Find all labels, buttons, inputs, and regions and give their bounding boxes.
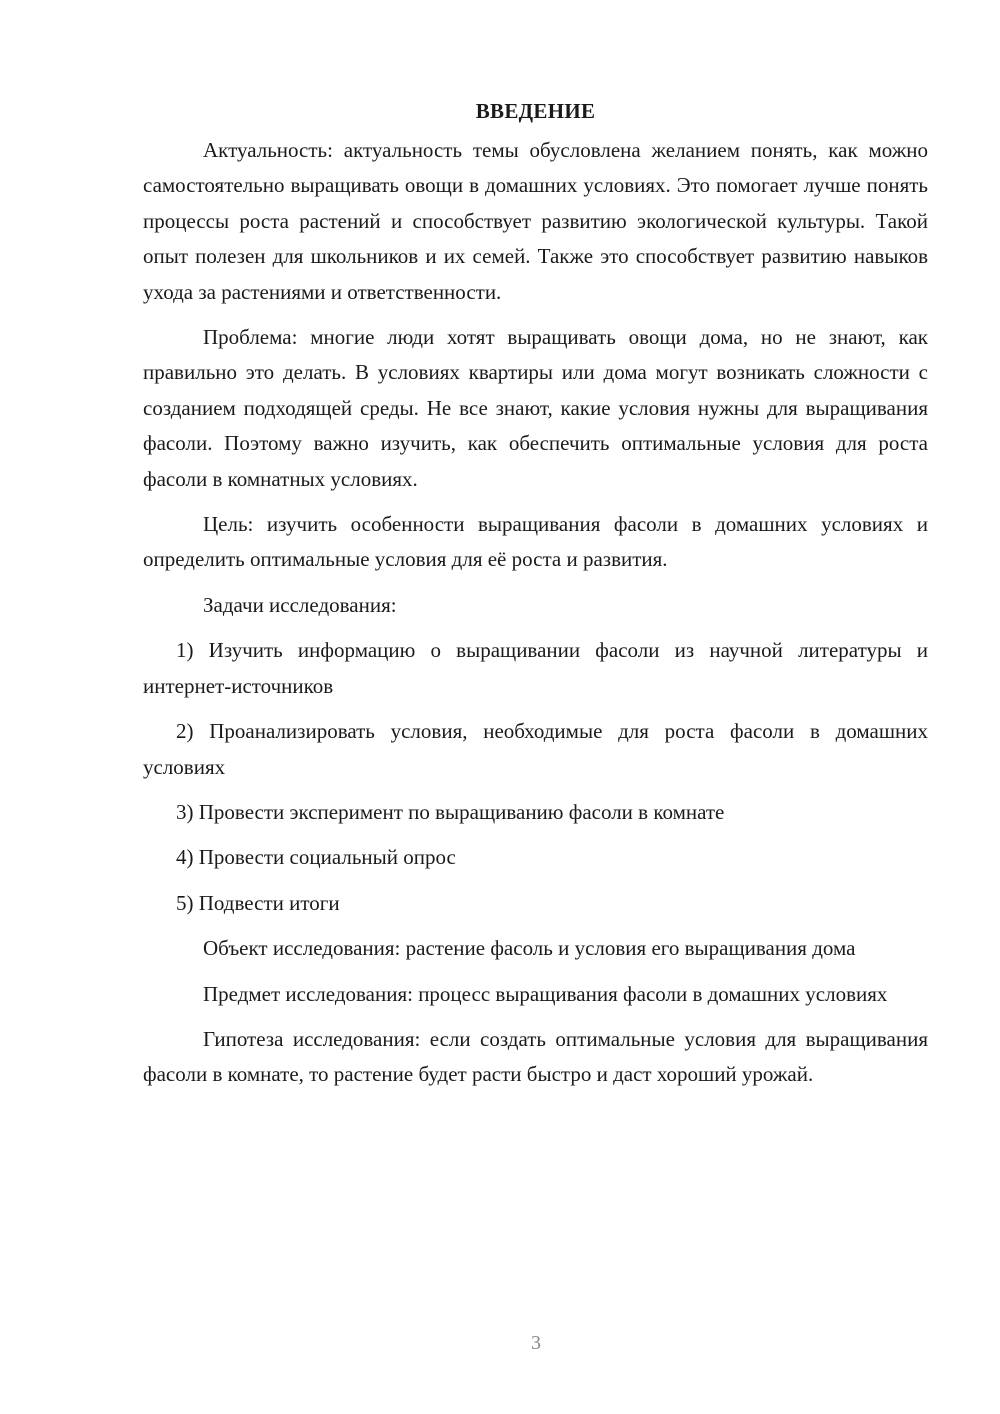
paragraph-tasks-heading: Задачи исследования: [203,592,397,617]
paragraph-problem: Проблема: многие люди хотят выращивать овощи дома, но не знают, как правильно это делать. В условиях квартиры или дома могут возникать сложности с созданием подходящей среды. Не все знают, какие условия нужны для выращивания фасоли. Поэтому важно изучить, как обеспечить оптимальные условия для роста фасоли в комнатных условиях. [143,325,928,491]
page-number: 3 [531,1332,541,1354]
paragraph-subject: Предмет исследования: процесс выращивания фасоли в домашних условиях [203,981,888,1006]
paragraph-object: Объект исследования: растение фасоль и условия его выращивания дома [203,936,856,961]
paragraph-relevance: Актуальность: актуальность темы обусловлена желанием понять, как можно самостоятельно выращивать овощи в домашних условиях. Это помогает лучше понять процессы роста растений и способствует развитию экологической культуры. Такой опыт полезен для школьников и их семей. Также это способствует развитию навыков ухода за растениями и ответственности. [143,138,928,304]
paragraph-hypothesis: Гипотеза исследования: если создать оптимальные условия для выращивания фасоли в комнате, то растение будет расти быстро и даст хороший урожай. [143,1026,928,1087]
task-item-2: 2) Проанализировать условия, необходимые для роста фасоли в домашних условиях [143,719,928,779]
document-page [143,96,928,1103]
task-item-3: 3) Провести эксперимент по выращиванию фасоли в комнате [176,799,725,824]
task-item-4: 4) Провести социальный опрос [176,845,456,870]
task-item-1: 1) Изучить информацию о выращивании фасоли из научной литературы и интернет-источников [143,638,928,698]
task-item-5: 5) Подвести итоги [176,890,340,915]
paragraph-goal: Цель: изучить особенности выращивания фасоли в домашних условиях и определить оптимальные условия для её роста и развития. [143,512,928,572]
page-title: ВВЕДЕНИЕ [475,99,596,123]
